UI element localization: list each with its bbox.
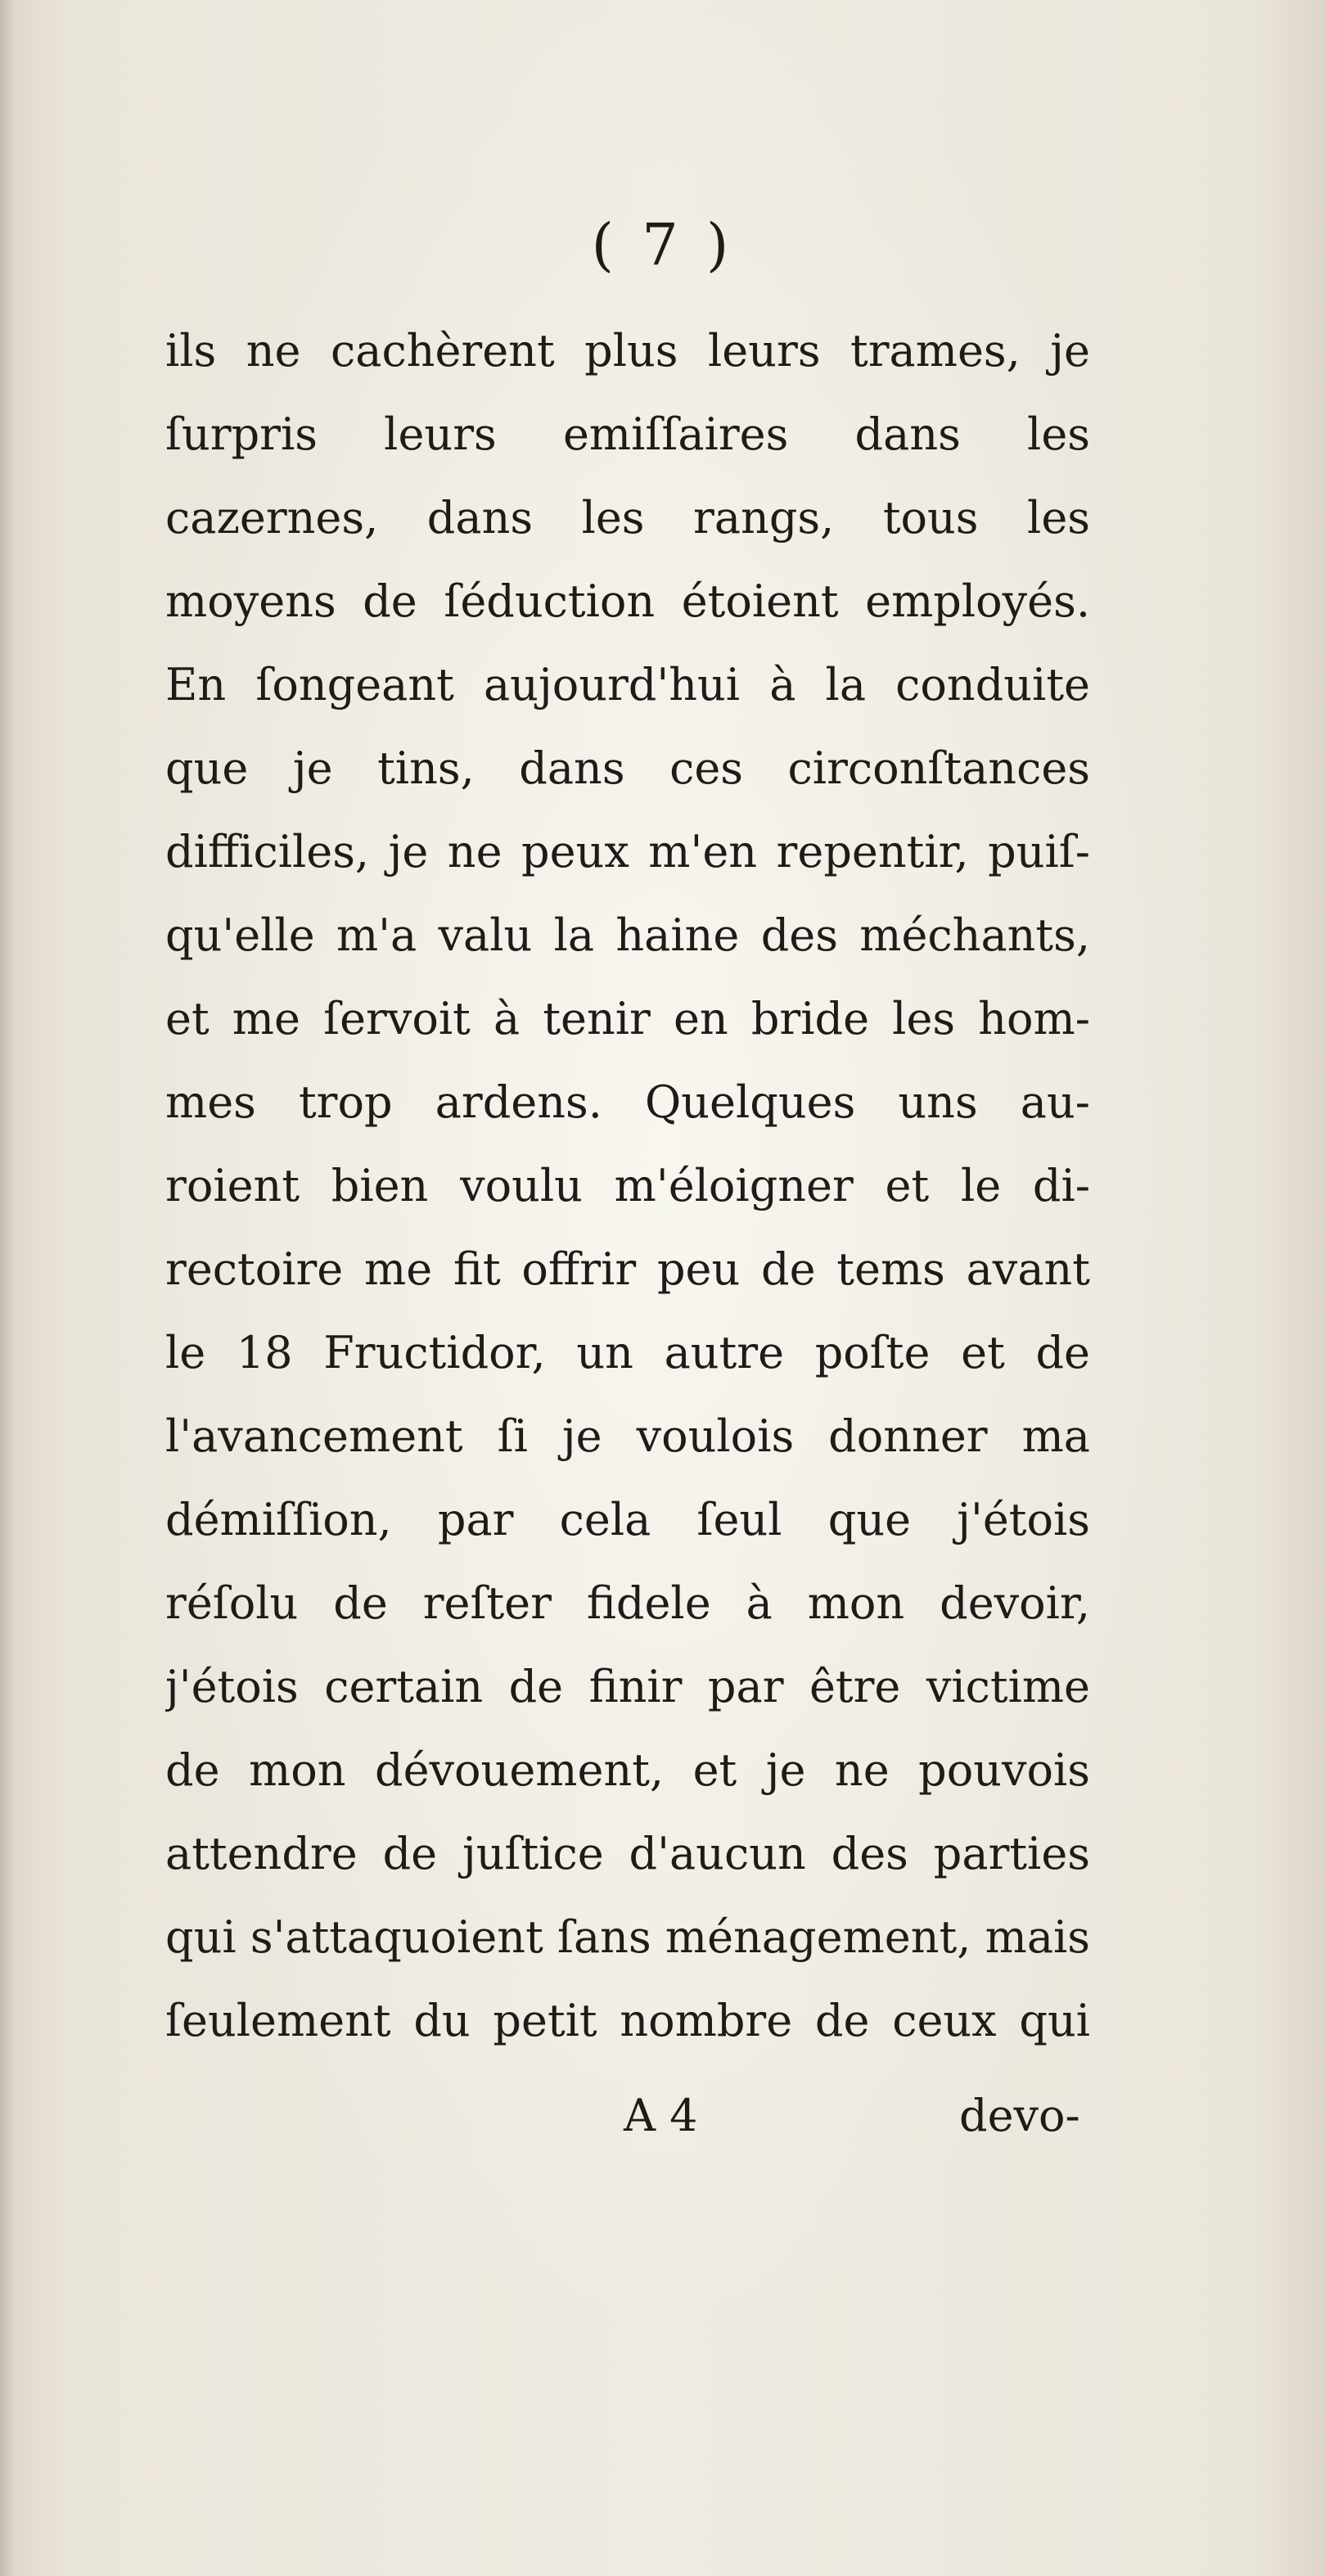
- text-line: réſolu de reſter fidele à mon devoir,: [165, 1577, 1090, 1629]
- text-line: cazernes, dans les rangs, tous les: [165, 492, 1090, 544]
- page-edge-shadow: [0, 0, 15, 2576]
- text-line: rectoire me fit offrir peu de tems avant: [165, 1243, 1090, 1295]
- page-footer: [0, 2079, 1325, 2153]
- text-line: qui s'attaquoient ſans ménagement, mais: [165, 1911, 1090, 1963]
- text-line: qu'elle m'a valu la haine des méchants,: [165, 909, 1090, 961]
- catchword: devo-: [959, 2090, 1080, 2141]
- text-line: mes trop ardens. Quelques uns au-: [165, 1076, 1090, 1128]
- text-line: ils ne cachèrent plus leurs trames, je: [165, 325, 1090, 377]
- text-line: de mon dévouement, et je ne pouvois: [165, 1744, 1090, 1796]
- text-line: démiſſion, par cela ſeul que j'étois: [165, 1494, 1090, 1545]
- text-line: roient bien voulu m'éloigner et le di-: [165, 1160, 1090, 1211]
- text-line: j'étois certain de finir par être victime: [165, 1661, 1090, 1712]
- text-line: difficiles, je ne peux m'en repentir, puiſ-: [165, 826, 1090, 877]
- text-line: En ſongeant aujourd'hui à la conduite: [165, 659, 1090, 711]
- text-line: et me ſervoit à tenir en bride les hom-: [165, 993, 1090, 1044]
- signature-mark: A 4: [624, 2090, 698, 2141]
- text-line: attendre de juſtice d'aucun des parties: [165, 1828, 1090, 1879]
- page-number: ( 7 ): [591, 211, 734, 278]
- text-line: le 18 Fructidor, un autre poſte et de: [165, 1327, 1090, 1378]
- text-line: que je tins, dans ces circonſtances: [165, 742, 1090, 794]
- text-line: moyens de ſéduction étoient employés.: [165, 575, 1090, 627]
- text-line: l'avancement ſi je voulois donner ma: [165, 1410, 1090, 1462]
- text-line: ſeulement du petit nombre de ceux qui: [165, 1995, 1090, 2046]
- body-text: [165, 309, 1090, 2063]
- text-line: ſurpris leurs emiſſaires dans les: [165, 408, 1090, 460]
